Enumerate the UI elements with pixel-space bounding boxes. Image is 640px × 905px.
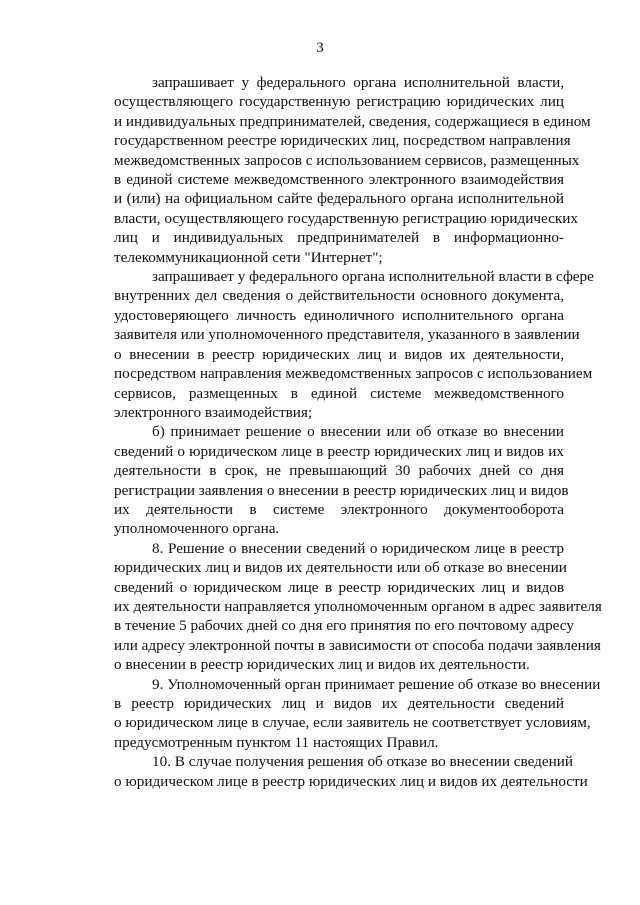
text-line: 8. Решение о внесении сведений о юридическом лице в реестр bbox=[152, 539, 564, 557]
text-line: удостоверяющего личность единоличного исполнительного органа bbox=[114, 306, 564, 324]
text-line: в реестр юридических лиц и видов их деятельности сведений bbox=[114, 695, 564, 712]
text-line: сведений о юридическом лице в реестр юридических лиц и видов bbox=[114, 578, 564, 596]
text-line: 10. В случае получения решения об отказе во внесении сведений bbox=[152, 753, 573, 771]
text-line: запрашивает у федерального органа исполнительной власти в сфере bbox=[152, 268, 594, 286]
text-line: юридических лиц и видов их деятельности или об отказе во внесении bbox=[114, 559, 567, 577]
text-line: и (или) на официальном сайте федерального органа исполнительной bbox=[114, 190, 564, 208]
text-line: внутренних дел сведения о действительности основного документа, bbox=[114, 287, 564, 305]
text-line: деятельности в срок, не превышающий 30 рабочих дней со дня bbox=[114, 462, 564, 480]
paragraph-8 bbox=[76, 539, 602, 675]
text-line: лиц и индивидуальных предпринимателей в информационно- bbox=[114, 229, 564, 247]
text-line: о внесении в реестр юридических лиц и видов их деятельности, bbox=[114, 345, 564, 363]
page-number: 3 bbox=[316, 40, 324, 56]
document-body bbox=[76, 73, 602, 791]
text-line: предусмотренным пунктом 11 настоящих Правил. bbox=[114, 733, 439, 751]
paragraph-request-mvd bbox=[76, 267, 594, 422]
text-line: в единой системе межведомственного электронного взаимодействия bbox=[114, 171, 564, 189]
text-line: осуществляющего государственную регистрацию юридических лиц bbox=[114, 93, 564, 111]
text-line: сервисов, размещенных в единой системе межведомственного bbox=[114, 384, 564, 402]
text-line: электронного взаимодействия; bbox=[114, 403, 313, 421]
text-line: посредством направления межведомственных запросов с использованием bbox=[114, 365, 593, 383]
paragraph-10 bbox=[76, 752, 588, 791]
text-line: и индивидуальных предпринимателей, сведения, содержащиеся в едином bbox=[114, 112, 591, 130]
text-line: их деятельности направляется уполномоченным органом в адрес заявителя bbox=[114, 597, 602, 615]
text-line: б) принимает решение о внесении или об отказе во внесении bbox=[152, 423, 564, 441]
text-line: телекоммуникационной сети "Интернет"; bbox=[114, 248, 383, 266]
text-line: в течение 5 рабочих дней со дня его принятия по его почтовому адресу bbox=[114, 617, 574, 635]
text-line: сведений о юридическом лице в реестр юридических лиц и видов их bbox=[114, 442, 564, 460]
text-line: о юридическом лице в реестр юридических лиц и видов их деятельности bbox=[114, 772, 588, 790]
text-line: о внесении в реестр юридических лиц и видов их деятельности. bbox=[114, 656, 530, 674]
text-line: 9. Уполномоченный орган принимает решение об отказе во внесении bbox=[152, 675, 601, 693]
text-line: государственном реестре юридических лиц, посредством направления bbox=[114, 132, 571, 150]
text-line: о юридическом лице в случае, если заявитель не соответствует условиям, bbox=[114, 714, 591, 732]
text-line: заявителя или уполномоченного представителя, указанного в заявлении bbox=[114, 326, 580, 344]
text-line: или адресу электронной почты в зависимости от способа подачи заявления bbox=[114, 636, 601, 654]
text-line: регистрации заявления о внесении в реестр юридических лиц и видов bbox=[114, 481, 569, 499]
text-line: уполномоченного органа. bbox=[114, 520, 280, 538]
text-line: их деятельности в системе электронного документооборота bbox=[114, 500, 564, 518]
paragraph-request-egrul bbox=[76, 73, 591, 267]
text-line: власти, осуществляющего государственную регистрацию юридических bbox=[114, 209, 579, 227]
text-line: межведомственных запросов с использованием сервисов, размещенных bbox=[114, 151, 580, 169]
text-line: запрашивает у федерального органа исполнительной власти, bbox=[152, 74, 564, 91]
paragraph-9 bbox=[76, 675, 601, 753]
paragraph-b-decision bbox=[76, 422, 569, 538]
